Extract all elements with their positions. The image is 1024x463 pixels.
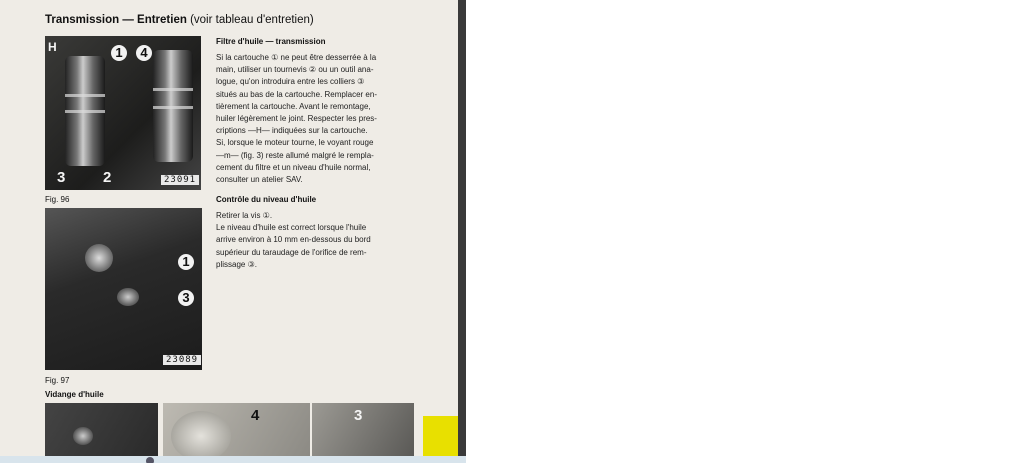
callout-3: 3 (178, 290, 194, 306)
text-line: —m— (fig. 3) reste allumé malgré le rempla- (216, 150, 374, 160)
text-line: tièrement la cartouche. Avant le remontage, (216, 101, 371, 111)
text-line: Retirer la vis ①. (216, 211, 273, 220)
photo-id-label: 23089 (163, 355, 201, 365)
section-title-level: Contrôle du niveau d'huile (216, 195, 317, 204)
heading-main: Transmission — Entretien (45, 14, 187, 26)
text-line: main, utiliser un tournevis ② ou un outil ana- (216, 65, 374, 75)
drain-photo-1 (45, 403, 158, 456)
figure-97-photo (45, 208, 202, 370)
text-line: supérieur du taraudage de l'orifice de rem- (216, 247, 367, 257)
section-title-filter: Filtre d'huile — transmission (216, 37, 326, 46)
text-line: Si, lorsque le moteur tourne, le voyant rouge (216, 138, 374, 148)
callout-2: 2 (103, 169, 112, 186)
callout-3: 3 (354, 407, 363, 424)
section-body-filter (216, 52, 415, 186)
figure-97-caption: Fig. 97 (45, 376, 70, 385)
text-line: plissage ③. (216, 259, 257, 269)
callout-4: 4 (136, 45, 152, 61)
text-line: arrive environ à 10 mm en-dessous du bord (216, 235, 371, 245)
text-line: Si la cartouche ① ne peut être desserrée à la (216, 53, 377, 62)
callout-3: 3 (57, 169, 66, 186)
heading-note: (voir tableau d'entretien) (190, 14, 314, 26)
text-line: consulter un atelier SAV. (216, 175, 303, 185)
section-title-drain: Vidange d'huile (45, 390, 104, 399)
section-body-level (216, 210, 415, 271)
callout-H: H (48, 40, 57, 54)
photo-id-label: 23091 (161, 175, 199, 185)
text-line: criptions —H— indiquées sur la cartouche. (216, 126, 368, 136)
page-edge-shadow (458, 0, 466, 463)
figure-96-photo (45, 36, 201, 190)
drain-photo-2 (163, 403, 310, 456)
page-heading (45, 14, 314, 26)
scanned-page (0, 0, 466, 463)
text-line: logue, qu'on introduira entre les colliers ③ (216, 77, 365, 87)
text-line: cement du filtre et un niveau d'huile normal, (216, 162, 371, 172)
figure-96-caption: Fig. 96 (45, 195, 70, 204)
text-line: situés au bas de la cartouche. Remplacer en- (216, 89, 377, 99)
text-line: huiler légèrement le joint. Respecter les pres- (216, 114, 377, 124)
callout-4: 4 (251, 407, 260, 424)
drain-photo-3 (312, 403, 414, 456)
viewer-bottom-bar (0, 456, 466, 463)
text-line: Le niveau d'huile est correct lorsque l'huile (216, 223, 367, 233)
callout-1: 1 (111, 45, 127, 61)
callout-1: 1 (178, 254, 194, 270)
yellow-page-tab (423, 416, 458, 456)
